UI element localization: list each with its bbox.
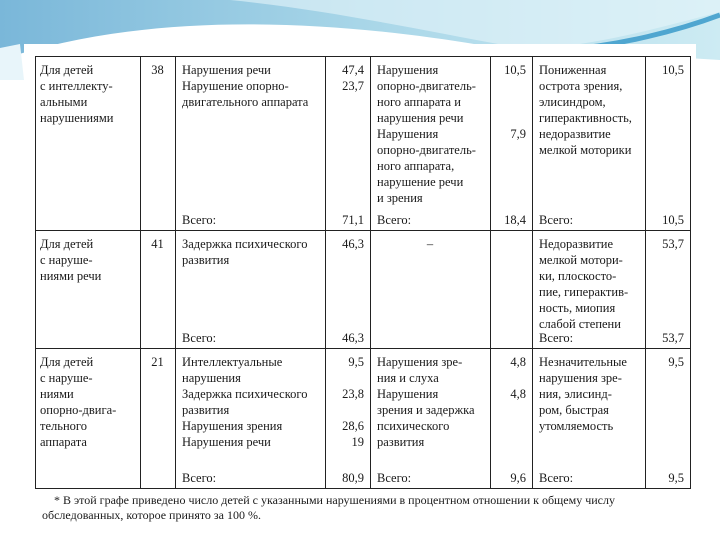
disorder-name-line: нарушения речи bbox=[377, 111, 464, 125]
disorder-name-line: Задержка психического bbox=[182, 237, 308, 251]
disorder-name-line: Нарушения речи bbox=[182, 435, 271, 449]
group-label-line: с наруше- bbox=[40, 371, 93, 385]
disorder-name-line: Нарушения bbox=[377, 63, 439, 77]
disorder-name bbox=[532, 62, 645, 158]
col7-cell bbox=[532, 56, 690, 230]
disorder-name-line: элисиндром, bbox=[539, 95, 606, 109]
disorder-percent: 19 bbox=[351, 435, 364, 449]
group-label-line: тельного bbox=[40, 419, 87, 433]
disorder-name-line: двигательного аппарата bbox=[182, 95, 309, 109]
disorder-percent: 23,7 bbox=[342, 79, 364, 93]
col3-cell bbox=[175, 230, 370, 348]
disorder-list bbox=[175, 230, 370, 268]
disorder-name-line: Нарушение опорно- bbox=[182, 79, 289, 93]
col3-cell bbox=[175, 348, 370, 488]
group-label-line: опорно-двига- bbox=[40, 403, 117, 417]
disorder-percent: 47,4 bbox=[342, 63, 364, 77]
disorder-name-line: ния, элисинд- bbox=[539, 387, 612, 401]
disorder-list bbox=[370, 348, 532, 450]
disorder-item bbox=[175, 62, 370, 78]
total-value: 46,3 bbox=[342, 331, 364, 345]
disorder-name-line: ного аппарата и bbox=[377, 95, 461, 109]
disorder-name bbox=[370, 62, 490, 126]
total-label: Всего: bbox=[182, 213, 217, 227]
total-row bbox=[532, 212, 690, 228]
disorder-name-line: нарушения bbox=[182, 371, 241, 385]
disorder-name-line: Задержка психического bbox=[182, 387, 308, 401]
disorder-percent: 23,8 bbox=[342, 387, 364, 401]
group-label-line: Для детей bbox=[40, 355, 94, 369]
total-label: Всего: bbox=[377, 213, 412, 227]
disorder-item bbox=[370, 354, 532, 386]
group-label-line: аппарата bbox=[40, 435, 87, 449]
total-label: Всего: bbox=[539, 331, 574, 345]
disorder-name-line: опорно-двигатель- bbox=[377, 79, 476, 93]
group-label-line: альными bbox=[40, 95, 88, 109]
disorder-name-line: Нарушения зрения bbox=[182, 419, 283, 433]
total-label: Всего: bbox=[539, 471, 574, 485]
total-value: 9,5 bbox=[668, 471, 684, 485]
disorder-list bbox=[532, 56, 690, 158]
disorder-item bbox=[370, 386, 532, 450]
total-label: Всего: bbox=[377, 471, 412, 485]
table-row bbox=[35, 56, 690, 230]
total-value: 53,7 bbox=[662, 331, 684, 345]
disorder-name-line: развития bbox=[182, 403, 230, 417]
disorder-name bbox=[175, 386, 325, 418]
disorder-item bbox=[175, 434, 370, 450]
disorder-name bbox=[532, 236, 645, 332]
disorder-name-line: пие, гиперактив- bbox=[539, 285, 629, 299]
disorder-item bbox=[175, 386, 370, 418]
disorder-name-line: развития bbox=[377, 435, 425, 449]
disorder-item bbox=[175, 236, 370, 268]
disorder-name-line: мелкой мотори- bbox=[539, 253, 623, 267]
disorder-list bbox=[175, 56, 370, 110]
disorder-name bbox=[175, 236, 325, 268]
disorder-name-line: ния и слуха bbox=[377, 371, 439, 385]
group-cell bbox=[35, 230, 150, 348]
table-column-rule bbox=[690, 56, 691, 489]
disorder-percent: 46,3 bbox=[342, 237, 364, 251]
disorder-name-line: Нарушения bbox=[377, 387, 439, 401]
disorder-name bbox=[532, 354, 645, 434]
disorder-name-line: слабой степени bbox=[539, 317, 621, 331]
group-label-line: Для детей bbox=[40, 237, 94, 251]
disorder-name bbox=[175, 354, 325, 386]
disorder-item bbox=[175, 354, 370, 386]
disorder-name-line: Недоразвитие bbox=[539, 237, 614, 251]
total-row bbox=[532, 330, 690, 346]
total-row bbox=[370, 470, 532, 486]
disorder-name bbox=[370, 386, 490, 450]
footnote: * В этой графе приведено число детей с указанными нарушениями в процентном отношении к общему числу обследованных, которое принято за 100 %. bbox=[42, 493, 615, 522]
total-value: 10,5 bbox=[662, 213, 684, 227]
disorder-list bbox=[175, 348, 370, 450]
count-cell: 38 bbox=[151, 63, 164, 77]
disorder-percent: 9,5 bbox=[668, 355, 684, 369]
group-label-line: с наруше- bbox=[40, 253, 93, 267]
empty-dash: – bbox=[426, 237, 434, 251]
disorder-name-line: Нарушения зре- bbox=[377, 355, 463, 369]
disorder-list bbox=[532, 348, 690, 434]
disorder-name-line: Пониженная bbox=[539, 63, 607, 77]
total-label: Всего: bbox=[539, 213, 574, 227]
disorder-percent: 10,5 bbox=[504, 63, 526, 77]
total-value: 71,1 bbox=[342, 213, 364, 227]
group-label-line: нарушениями bbox=[40, 111, 114, 125]
table-row bbox=[35, 230, 690, 348]
group-label-line: Для детей bbox=[40, 63, 94, 77]
group-label-line: ниями речи bbox=[40, 269, 102, 283]
disorder-item bbox=[532, 354, 690, 434]
total-label: Всего: bbox=[182, 331, 217, 345]
disorder-item bbox=[370, 62, 532, 126]
disorder-name-line: развития bbox=[182, 253, 230, 267]
disorder-name-line: недоразвитие bbox=[539, 127, 611, 141]
table-row bbox=[35, 348, 690, 488]
disorder-name-line: Интеллектуальные bbox=[182, 355, 283, 369]
disorder-name-line: ного аппарата, bbox=[377, 159, 455, 173]
col7-cell bbox=[532, 348, 690, 488]
disorder-list bbox=[532, 230, 690, 332]
col7-cell bbox=[532, 230, 690, 348]
disorder-name bbox=[370, 126, 490, 206]
group-cell bbox=[35, 348, 150, 488]
disorder-name-line: Нарушения речи bbox=[182, 63, 271, 77]
group-label-line: с интеллекту- bbox=[40, 79, 113, 93]
disorder-name-line: ность, миопия bbox=[539, 301, 616, 315]
disorder-name-line: мелкой моторики bbox=[539, 143, 632, 157]
disorder-item bbox=[175, 78, 370, 110]
col5-cell bbox=[370, 348, 532, 488]
total-row bbox=[370, 212, 532, 228]
total-row bbox=[532, 470, 690, 486]
col3-cell bbox=[175, 56, 370, 230]
disorder-name-line: гиперактивность, bbox=[539, 111, 632, 125]
disorder-name bbox=[175, 418, 325, 434]
total-label: Всего: bbox=[182, 471, 217, 485]
total-value: 9,6 bbox=[510, 471, 526, 485]
disorder-list bbox=[370, 56, 532, 206]
disorder-item bbox=[175, 418, 370, 434]
disorder-name-line: психического bbox=[377, 419, 450, 433]
disorder-percent: 53,7 bbox=[662, 237, 684, 251]
col5-cell bbox=[370, 230, 532, 348]
disorder-percent: 9,5 bbox=[348, 355, 364, 369]
disorder-name-line: ки, плоскосто- bbox=[539, 269, 617, 283]
disorder-name-line: Нарушения bbox=[377, 127, 439, 141]
disorder-name bbox=[370, 354, 490, 386]
disorder-name bbox=[175, 62, 325, 78]
total-value: 80,9 bbox=[342, 471, 364, 485]
disorder-name-line: нарушения зре- bbox=[539, 371, 622, 385]
disorder-name-line: зрения и задержка bbox=[377, 403, 475, 417]
count-cell: 21 bbox=[151, 355, 164, 369]
disorder-name-line: Незначительные bbox=[539, 355, 627, 369]
disorder-item bbox=[532, 62, 690, 158]
disorder-percent: 28,6 bbox=[342, 419, 364, 433]
disorder-percent: 4,8 bbox=[510, 387, 526, 401]
disorder-percent: 4,8 bbox=[510, 355, 526, 369]
disorder-percent: 7,9 bbox=[510, 127, 526, 141]
total-row bbox=[175, 330, 370, 346]
table-row-rule bbox=[35, 488, 691, 489]
disorder-item bbox=[370, 126, 532, 206]
group-label-line: ниями bbox=[40, 387, 74, 401]
disorder-name bbox=[175, 434, 325, 450]
group-cell bbox=[35, 56, 150, 230]
disorder-name-line: опорно-двигатель- bbox=[377, 143, 476, 157]
disorder-name-line: утомляемость bbox=[539, 419, 614, 433]
disorder-item bbox=[532, 236, 690, 332]
disorder-name bbox=[175, 78, 325, 110]
disorder-name-line: ром, быстрая bbox=[539, 403, 609, 417]
total-row bbox=[175, 212, 370, 228]
disorder-percent: 10,5 bbox=[662, 63, 684, 77]
count-cell: 41 bbox=[151, 237, 164, 251]
total-value: 18,4 bbox=[504, 213, 526, 227]
disorder-name-line: острота зрения, bbox=[539, 79, 623, 93]
disorder-name-line: и зрения bbox=[377, 191, 423, 205]
col5-cell bbox=[370, 56, 532, 230]
total-row bbox=[175, 470, 370, 486]
disorder-name-line: нарушение речи bbox=[377, 175, 464, 189]
